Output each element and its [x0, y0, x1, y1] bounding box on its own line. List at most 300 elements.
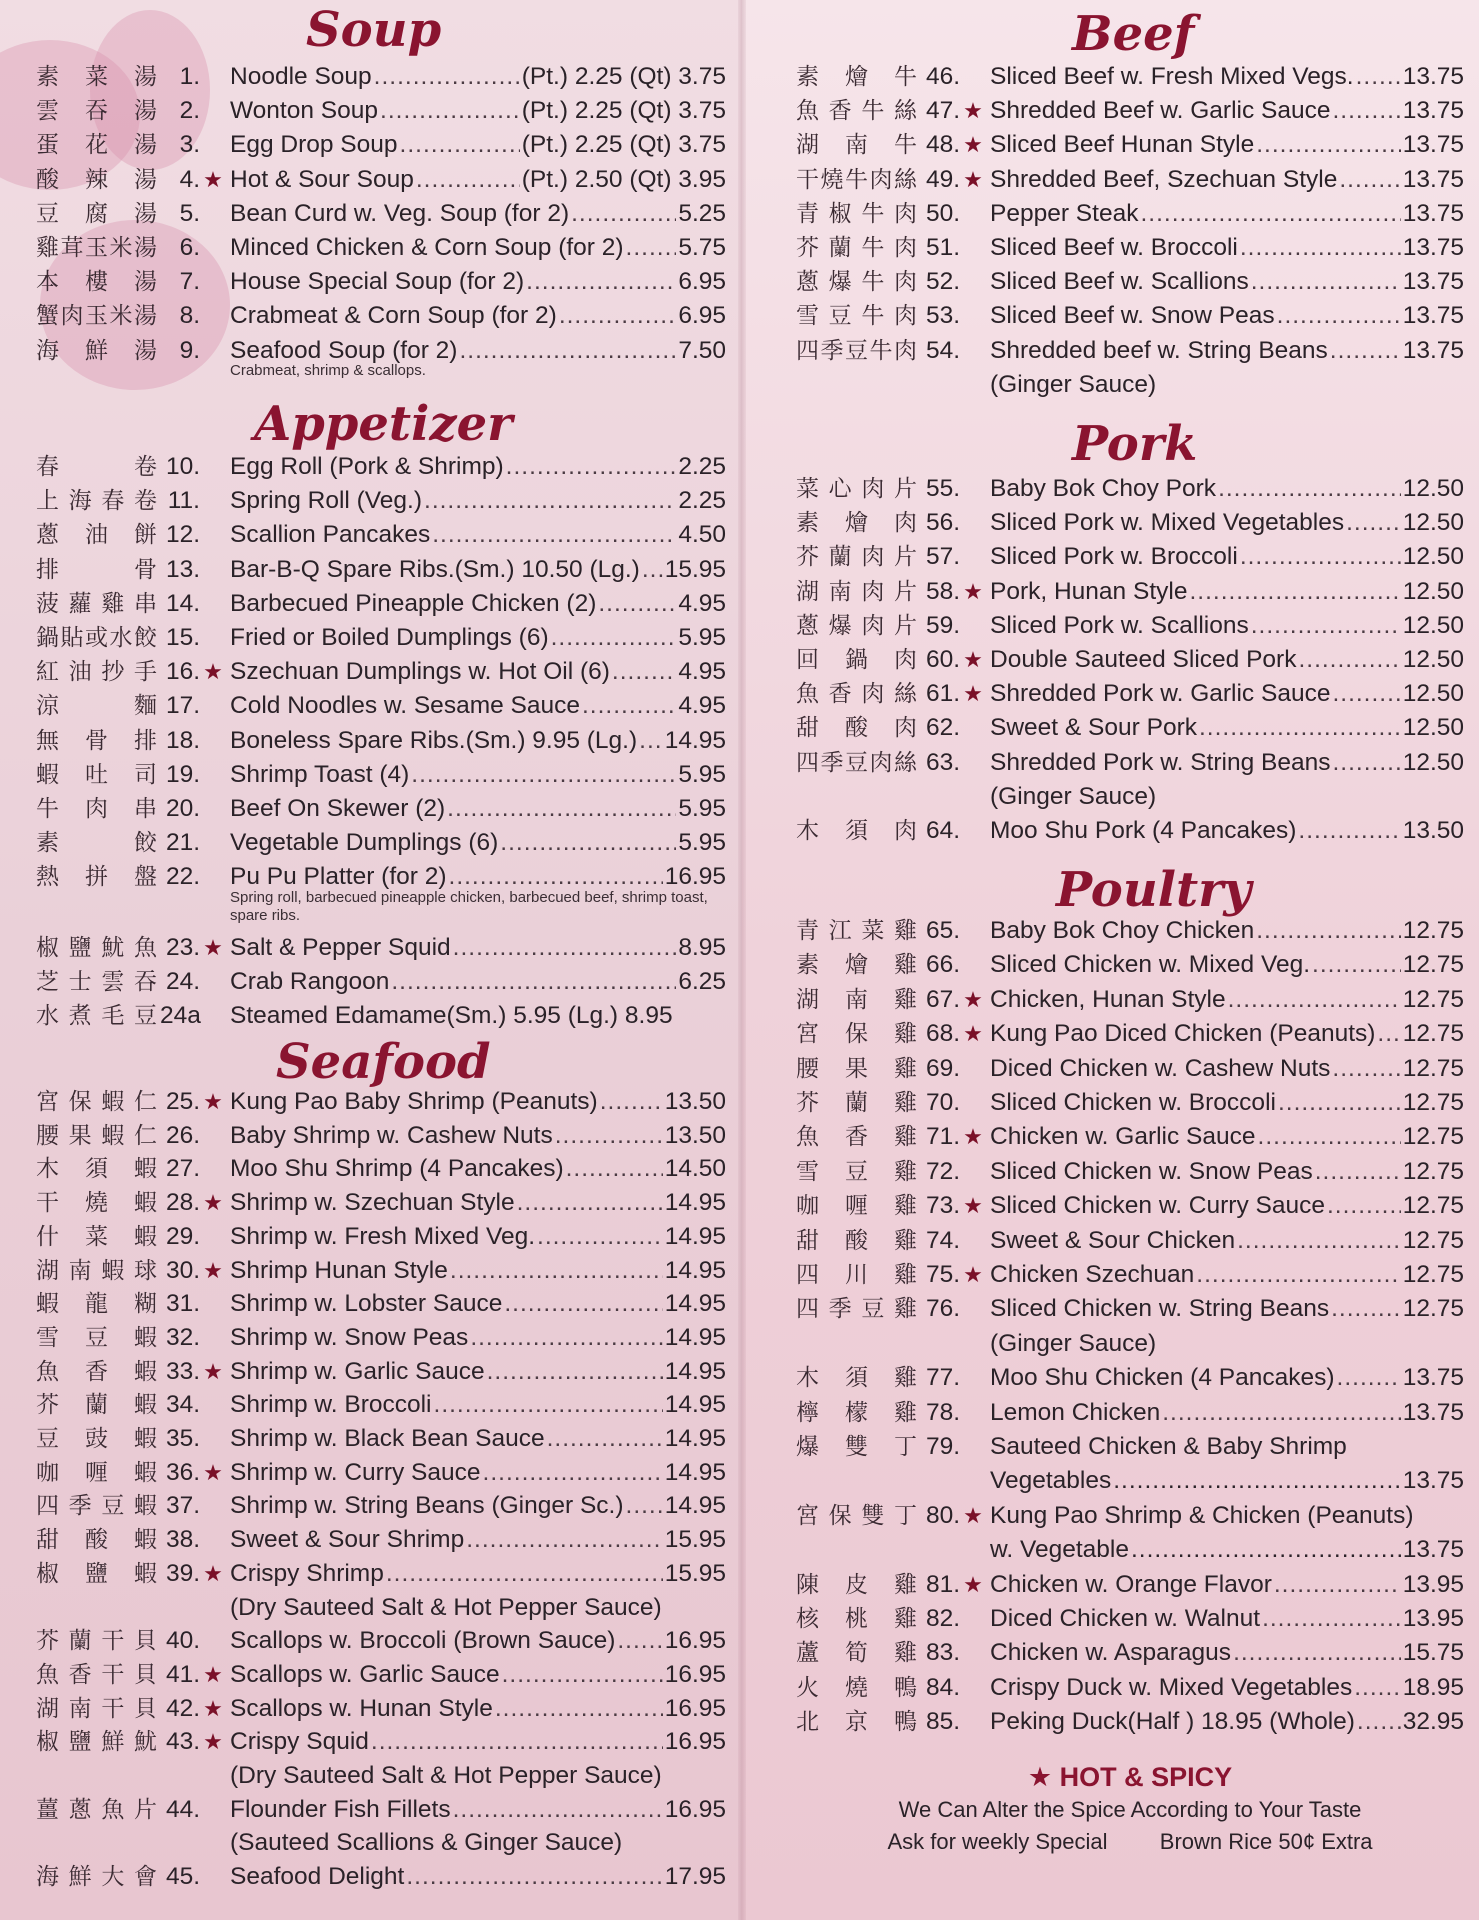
menu-item	[796, 1396, 1464, 1430]
spicy-star-icon: ★	[203, 1257, 223, 1283]
dot-leader	[1312, 948, 1401, 982]
menu-item	[36, 1725, 726, 1759]
item-number: 65.	[925, 917, 960, 944]
dot-leader	[1357, 1705, 1401, 1739]
item-subtext: Vegetables	[990, 1467, 1112, 1495]
dot-leader	[555, 1119, 663, 1153]
menu-item	[796, 1017, 1464, 1051]
item-name-line	[230, 1793, 726, 1827]
item-name-line	[990, 1258, 1464, 1292]
item-name: Scallops w. Garlic Sauce	[230, 1660, 500, 1688]
item-description: Crabmeat, shrimp & scallops.	[230, 361, 426, 379]
item-number: 63.	[925, 748, 960, 776]
item-name: Noodle Soup	[230, 63, 372, 90]
chinese-name: 甜酸雞	[796, 1227, 918, 1254]
item-price: 12.50	[1402, 543, 1464, 571]
item-number: 24.	[165, 967, 200, 995]
item-number: 28.	[165, 1189, 200, 1217]
item-name-line	[230, 689, 726, 723]
item-name-line	[230, 1692, 726, 1726]
item-name-line	[230, 484, 726, 518]
item-name-line	[230, 128, 726, 162]
item-name-line	[230, 1658, 726, 1692]
item-price: 13.75	[1402, 1398, 1464, 1426]
chinese-name: 蛋花湯	[36, 132, 158, 159]
item-price: 12.75	[1402, 1054, 1464, 1082]
item-price: 14.95	[664, 1189, 726, 1217]
item-number: 43.	[165, 1728, 200, 1756]
menu-item	[36, 1152, 726, 1186]
item-name-line	[990, 197, 1464, 231]
item-name: Moo Shu Chicken (4 Pancakes)	[990, 1364, 1335, 1392]
item-name: Sliced Chicken w. Snow Peas	[990, 1157, 1313, 1185]
item-number: 9.	[179, 336, 200, 364]
item-name: Diced Chicken w. Walnut	[990, 1605, 1261, 1632]
chinese-name: 干燒蝦	[36, 1190, 158, 1217]
item-price: 7.50	[678, 336, 726, 364]
item-price: 14.50	[664, 1155, 726, 1183]
menu-item	[796, 948, 1464, 982]
chinese-name: 熱拼盤	[36, 864, 158, 891]
item-name-line	[990, 948, 1464, 982]
dot-leader	[483, 1456, 663, 1490]
dot-leader	[453, 1793, 663, 1827]
item-number: 6.	[179, 234, 200, 261]
dot-leader	[400, 128, 520, 162]
item-name: Sliced Chicken w. Mixed Veg.	[990, 951, 1311, 979]
chinese-name: 蔥爆牛肉	[796, 269, 918, 296]
item-name-line	[990, 814, 1464, 848]
item-price: 16.95	[664, 1694, 726, 1722]
dot-leader	[386, 1557, 663, 1591]
item-price: 12.50	[1402, 748, 1464, 776]
menu-item	[796, 1155, 1464, 1189]
dot-leader	[1337, 1361, 1401, 1395]
item-price: 14.95	[664, 1222, 726, 1250]
item-price: 13.50	[664, 1088, 726, 1115]
item-price: 15.95	[664, 555, 726, 583]
item-subtext: w. Vegetable	[990, 1536, 1129, 1564]
item-price: (Pt.) 2.25 (Qt) 3.75	[521, 63, 726, 90]
item-number: 81.	[925, 1570, 960, 1598]
menu-item	[796, 265, 1464, 299]
item-number: 47.	[925, 97, 960, 125]
item-number: 78.	[925, 1398, 960, 1426]
item-name: Shrimp w. Garlic Sauce	[230, 1357, 485, 1385]
item-name: Scallops w. Broccoli (Brown Sauce)	[230, 1627, 616, 1655]
menu-item	[796, 1224, 1464, 1258]
chinese-name: 宮保蝦仁	[36, 1089, 158, 1115]
item-name-line	[230, 265, 726, 299]
item-name-line	[230, 1254, 726, 1288]
dot-leader	[470, 1321, 662, 1355]
spicy-star-icon: ★	[203, 659, 223, 685]
item-continuation	[230, 1826, 726, 1860]
dot-leader	[416, 163, 520, 197]
item-name-line	[990, 60, 1464, 94]
item-name-line	[230, 1489, 726, 1523]
item-name: Minced Chicken & Corn Soup (for 2)	[230, 234, 624, 261]
item-name: Sweet & Sour Chicken	[990, 1226, 1236, 1254]
item-name: Sliced Chicken w. Curry Sauce	[990, 1192, 1325, 1220]
spicy-star-icon: ★	[203, 1459, 223, 1485]
item-name-line	[230, 1860, 726, 1894]
item-price: 12.75	[1402, 1295, 1464, 1323]
item-name-line	[990, 1602, 1464, 1636]
menu-item	[36, 1186, 726, 1220]
item-price: 12.50	[1402, 714, 1464, 742]
spicy-star-icon: ★	[963, 578, 983, 604]
item-price: 13.75	[1402, 199, 1464, 227]
item-name: Shrimp w. Broccoli	[230, 1391, 432, 1419]
item-name: Hot & Sour Soup	[230, 165, 414, 193]
chinese-name: 宮保雞	[796, 1021, 918, 1048]
item-number: 85.	[925, 1708, 960, 1736]
dot-leader	[1162, 1396, 1400, 1430]
item-name: Beef On Skewer (2)	[230, 795, 446, 822]
item-subtext: (Dry Sauteed Salt & Hot Pepper Sauce)	[230, 1593, 662, 1621]
chinese-name: 宮保雙丁	[796, 1502, 918, 1529]
item-name-line	[990, 128, 1464, 162]
item-price: 16.95	[664, 863, 726, 891]
menu-item	[796, 1430, 1464, 1464]
dot-leader	[1356, 60, 1401, 94]
spicy-star-icon: ★	[963, 166, 983, 192]
chinese-name: 腰果雞	[796, 1055, 918, 1082]
item-name: Cold Noodles w. Sesame Sauce	[230, 692, 580, 720]
spicy-star-icon: ★	[963, 132, 983, 158]
item-name-line	[230, 1388, 726, 1422]
item-number: 22.	[165, 863, 200, 891]
chinese-name: 什菜蝦	[36, 1223, 158, 1250]
chinese-name: 魚香干貝	[36, 1661, 158, 1688]
item-number: 83.	[925, 1639, 960, 1667]
item-name: Wonton Soup	[230, 97, 379, 125]
dot-leader	[1240, 231, 1401, 265]
item-number: 55.	[925, 475, 960, 502]
item-name-line	[990, 94, 1464, 128]
spicy-star-icon: ★	[963, 98, 983, 124]
item-price: (Pt.) 2.50 (Qt) 3.95	[521, 165, 726, 193]
item-price: 15.95	[664, 1526, 726, 1554]
item-name: Sweet & Sour Pork	[990, 714, 1197, 742]
menu-item	[796, 1636, 1464, 1670]
item-name: Sliced Beef w. Fresh Mixed Vegs.	[990, 63, 1354, 90]
dot-leader	[1240, 540, 1401, 574]
item-price: 16.95	[664, 1795, 726, 1823]
item-number: 44.	[165, 1795, 200, 1823]
dot-leader	[432, 518, 676, 552]
menu-item	[796, 1568, 1464, 1602]
dot-leader	[1274, 1568, 1401, 1602]
item-number: 64.	[925, 817, 960, 844]
item-price: 12.75	[1402, 1157, 1464, 1185]
item-name: Vegetable Dumplings (6)	[230, 829, 499, 857]
item-number: 54.	[925, 336, 960, 364]
item-continuation	[990, 1464, 1464, 1498]
item-price: 6.95	[678, 268, 726, 296]
menu-item	[36, 1793, 726, 1827]
item-price: 14.95	[664, 1458, 726, 1486]
chinese-name: 蘆筍雞	[796, 1640, 918, 1667]
beef-heading: Beef	[1072, 6, 1195, 62]
item-price: (Pt.) 2.25 (Qt) 3.75	[521, 97, 726, 125]
chinese-name: 木須蝦	[36, 1156, 158, 1183]
hot-spicy-legend: ★ HOT & SPICY	[1027, 1762, 1233, 1792]
item-name: Pu Pu Platter (for 2)	[230, 863, 447, 891]
item-name: Lemon Chicken	[990, 1398, 1161, 1426]
item-name: Barbecued Pineapple Chicken (2)	[230, 589, 597, 617]
chinese-name: 青江菜雞	[796, 918, 918, 944]
chinese-name: 湖南蝦球	[36, 1257, 158, 1284]
chinese-name: 蝦吐司	[36, 761, 158, 788]
item-name: Salt & Pepper Squid	[230, 933, 451, 961]
item-name: Boneless Spare Ribs.(Sm.) 9.95 (Lg.)	[230, 726, 638, 754]
item-price: 13.75	[1402, 268, 1464, 296]
item-number: 76.	[925, 1295, 960, 1323]
menu-item	[36, 197, 726, 231]
item-price: 13.75	[1402, 1536, 1464, 1564]
item-number: 30.	[165, 1256, 200, 1284]
item-name-line	[990, 265, 1464, 299]
item-price: 13.75	[1402, 63, 1464, 90]
menu-item	[36, 1085, 726, 1119]
item-continuation	[230, 1759, 726, 1793]
menu-item	[796, 231, 1464, 265]
item-name-line	[990, 1155, 1464, 1189]
chinese-name: 椒鹽魷魚	[36, 934, 158, 961]
item-price: 16.95	[664, 1728, 726, 1756]
item-name: Egg Drop Soup	[230, 131, 398, 159]
spicy-star-icon: ★	[963, 681, 983, 707]
chinese-name: 素餃	[36, 830, 158, 857]
menu-item	[796, 1086, 1464, 1120]
item-name: Crispy Squid	[230, 1728, 369, 1756]
dot-leader	[1237, 1224, 1401, 1258]
item-name: Spring Roll (Veg.)	[230, 487, 423, 515]
chinese-name: 芥蘭蝦	[36, 1392, 158, 1419]
item-name: Sliced Pork w. Scallions	[990, 611, 1249, 639]
item-number: 67.	[925, 985, 960, 1013]
item-number: 15.	[165, 624, 200, 651]
item-continuation	[230, 1591, 726, 1625]
chinese-name: 芥蘭干貝	[36, 1628, 158, 1655]
dot-leader	[598, 587, 676, 621]
chinese-name: 海鮮大會	[36, 1864, 158, 1891]
item-name: Crabmeat & Corn Soup (for 2)	[230, 302, 557, 330]
item-price: 12.50	[1402, 646, 1464, 673]
item-price: 32.95	[1402, 1708, 1464, 1736]
item-name-line	[230, 163, 726, 197]
menu-item	[796, 128, 1464, 162]
dot-leader	[380, 94, 520, 128]
menu-item	[36, 128, 726, 162]
dot-leader	[526, 265, 676, 299]
dot-leader	[1251, 609, 1401, 643]
dot-leader	[551, 621, 677, 655]
item-number: 8.	[179, 302, 200, 330]
item-number: 2.	[179, 97, 200, 125]
dot-leader	[1331, 1292, 1401, 1326]
chinese-name: 四川雞	[796, 1262, 918, 1288]
dot-leader	[517, 1186, 663, 1220]
item-price: 12.75	[1402, 1020, 1464, 1048]
item-name-line	[230, 553, 726, 587]
seafood-heading: Seafood	[276, 1034, 491, 1090]
item-number: 79.	[925, 1433, 960, 1460]
chinese-name: 湖南雞	[796, 986, 918, 1013]
item-name-line	[230, 724, 726, 758]
spicy-star-icon: ★	[963, 1193, 983, 1219]
item-price: 12.50	[1402, 475, 1464, 502]
item-number: 17.	[165, 692, 200, 720]
item-number: 31.	[165, 1290, 200, 1318]
chinese-name: 甜酸肉	[796, 715, 918, 742]
weekly-special-note: Ask for weekly Special	[887, 1829, 1108, 1854]
item-price: 12.75	[1402, 951, 1464, 979]
appetizer-heading: Appetizer	[254, 396, 513, 452]
chinese-name: 蔥爆肉片	[796, 612, 918, 639]
item-number: 52.	[925, 268, 960, 296]
menu-item	[796, 1258, 1464, 1292]
item-subtext: (Dry Sauteed Salt & Hot Pepper Sauce)	[230, 1762, 662, 1789]
spicy-star-icon: ★	[203, 1729, 223, 1755]
item-price: 5.25	[678, 199, 726, 227]
item-number: 75.	[925, 1261, 960, 1288]
item-number: 13.	[165, 555, 200, 583]
item-name: Kung Pao Shrimp & Chicken (Peanuts)	[990, 1501, 1414, 1529]
item-price: 4.50	[678, 521, 726, 549]
item-number: 84.	[925, 1673, 960, 1701]
item-name-line	[230, 965, 726, 999]
chinese-name: 排骨	[36, 556, 158, 583]
item-name: Sliced Chicken w. String Beans	[990, 1295, 1330, 1323]
menu-item	[36, 1624, 726, 1658]
item-number: 82.	[925, 1605, 960, 1632]
item-price: 13.75	[1402, 336, 1464, 364]
item-name: Moo Shu Pork (4 Pancakes)	[990, 817, 1297, 844]
chinese-name: 鍋貼或水餃	[36, 625, 158, 651]
item-price: 12.75	[1402, 1226, 1464, 1254]
chinese-name: 四季豆雞	[796, 1296, 918, 1323]
chinese-name: 菜心肉片	[796, 476, 918, 502]
menu-item	[796, 643, 1464, 677]
item-name-line	[990, 1568, 1464, 1602]
item-price: 13.75	[1402, 131, 1464, 159]
menu-item	[36, 1523, 726, 1557]
item-name-line	[230, 197, 726, 231]
item-number: 74.	[925, 1226, 960, 1254]
item-number: 19.	[165, 760, 200, 788]
dot-leader	[1298, 643, 1400, 677]
chinese-name: 上海春卷	[36, 488, 158, 515]
item-price: 5.95	[678, 624, 726, 651]
item-name: Sliced Beef w. Scallions	[990, 268, 1249, 296]
item-name-line	[990, 1430, 1464, 1464]
item-name-line	[230, 1725, 726, 1759]
item-name: Shredded Beef w. Garlic Sauce	[990, 97, 1331, 125]
item-number: 36.	[165, 1458, 200, 1486]
dot-leader	[1332, 746, 1400, 780]
chinese-name: 腰果蝦仁	[36, 1122, 158, 1149]
item-name: Baby Shrimp w. Cashew Nuts	[230, 1121, 553, 1149]
item-price: 14.95	[664, 1290, 726, 1318]
spicy-star-icon: ★	[963, 1502, 983, 1528]
chinese-name: 咖喱蝦	[36, 1459, 158, 1486]
item-name-line	[230, 1186, 726, 1220]
item-name-line	[990, 334, 1464, 368]
item-name: Shrimp w. Lobster Sauce	[230, 1290, 503, 1318]
dot-leader	[547, 1422, 663, 1456]
item-number: 23.	[165, 933, 200, 961]
spicy-star-icon: ★	[963, 1124, 983, 1150]
dot-leader	[1377, 1017, 1400, 1051]
poultry-heading: Poultry	[1056, 862, 1252, 918]
item-number: 69.	[925, 1054, 960, 1082]
chinese-name: 芝士雲吞	[36, 968, 158, 995]
chinese-name: 菠蘿雞串	[36, 590, 158, 617]
item-number: 50.	[925, 199, 960, 227]
menu-item	[36, 1321, 726, 1355]
dot-leader	[450, 1254, 663, 1288]
dot-leader	[1298, 814, 1400, 848]
dot-leader	[559, 299, 677, 333]
chinese-name: 爆雙丁	[796, 1434, 918, 1460]
dot-leader	[1354, 1671, 1400, 1705]
menu-item	[796, 506, 1464, 540]
item-name: Shrimp w. Snow Peas	[230, 1323, 469, 1351]
item-price: 5.75	[678, 234, 726, 261]
item-name-line	[990, 609, 1464, 643]
item-price: 14.95	[664, 1357, 726, 1385]
menu-item	[36, 1220, 726, 1254]
chinese-name: 蟹肉玉米湯	[36, 303, 158, 330]
menu-item	[36, 826, 726, 860]
menu-item	[36, 758, 726, 792]
item-continuation	[990, 1327, 1464, 1361]
item-name-line	[230, 826, 726, 860]
menu-item	[796, 1671, 1464, 1705]
spicy-star-icon: ★	[963, 1571, 983, 1597]
item-name-line	[990, 1224, 1464, 1258]
menu-item	[36, 965, 726, 999]
item-price: 12.75	[1402, 1192, 1464, 1220]
item-number: 68.	[925, 1020, 960, 1048]
menu-item	[796, 197, 1464, 231]
item-name: Double Sauteed Sliced Pork	[990, 646, 1297, 673]
chinese-name: 本樓湯	[36, 269, 158, 296]
item-number: 62.	[925, 714, 960, 742]
item-name-line	[230, 518, 726, 552]
item-name: Shredded Beef, Szechuan Style	[990, 165, 1338, 193]
item-name-line	[990, 299, 1464, 333]
menu-item	[36, 1557, 726, 1591]
soup-heading: Soup	[306, 2, 442, 58]
item-number: 80.	[925, 1501, 960, 1529]
chinese-name: 椒鹽蝦	[36, 1560, 158, 1587]
menu-item	[796, 1120, 1464, 1154]
menu-item	[36, 553, 726, 587]
spicy-star-icon: ★	[963, 1262, 983, 1287]
item-number: 1.	[179, 63, 200, 90]
menu-footer	[796, 1762, 1464, 1855]
item-number: 18.	[165, 726, 200, 754]
item-name-line	[230, 1456, 726, 1490]
item-name-line	[230, 1085, 726, 1119]
menu-item	[36, 163, 726, 197]
chinese-name: 湖南牛	[796, 132, 918, 159]
item-price: 12.50	[1402, 577, 1464, 605]
